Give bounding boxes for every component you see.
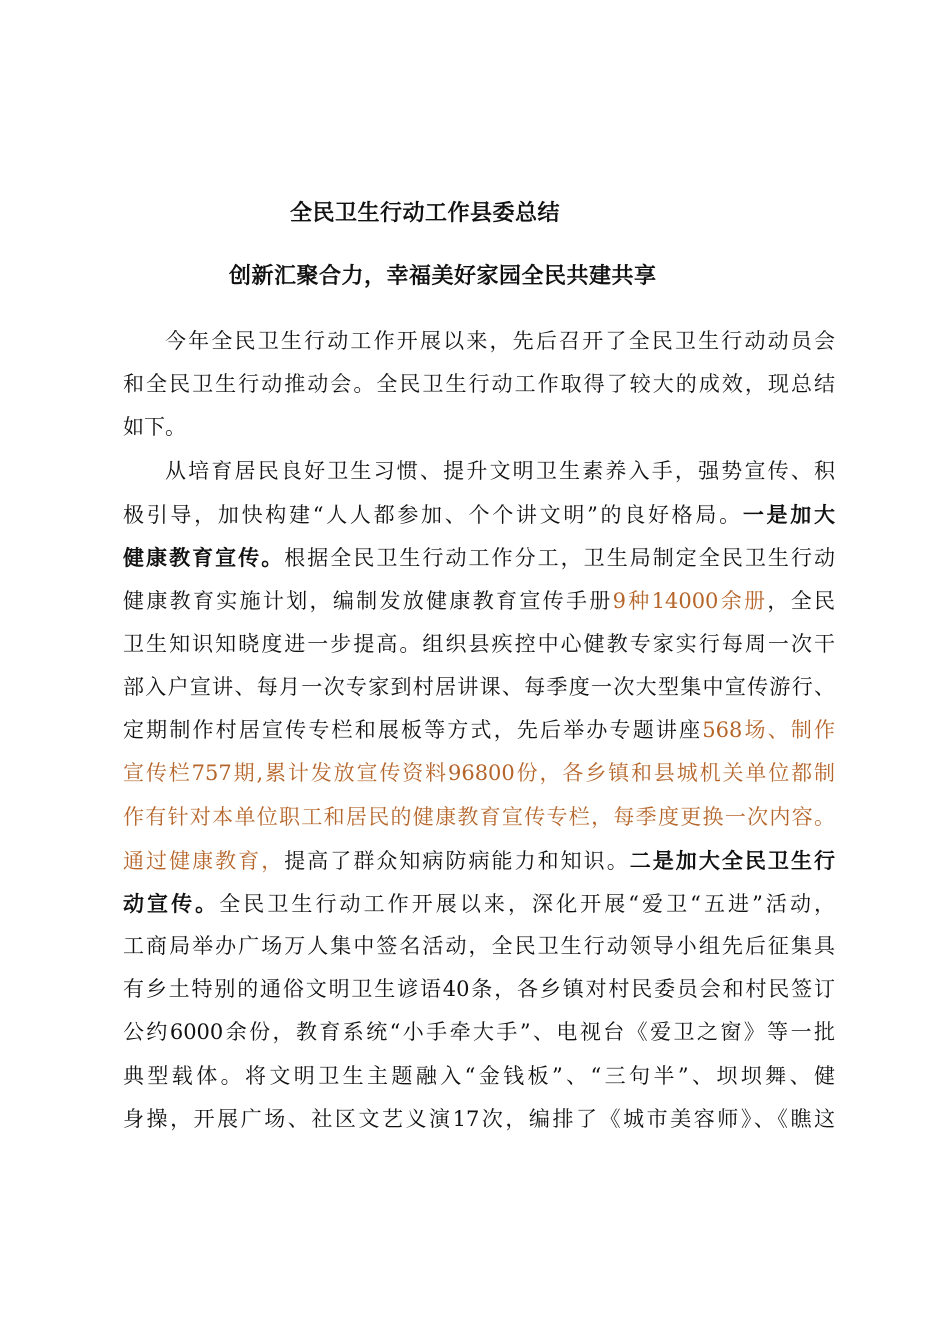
- text-run: 定期制作村居宣传专栏和展板等方式，先后举办专题讲座: [123, 718, 703, 743]
- text-run: 全民卫生行动工作开展以来，深化开展“爱卫“五进”活动，: [219, 891, 835, 916]
- text-line: [123, 882, 835, 925]
- text-line: 部入户宣讲、每月一次专家到村居讲课、每季度一次大型集中宣传游行、: [123, 674, 835, 699]
- text-run: 健康教育实施计划，编制发放健康教育宣传手册: [123, 588, 613, 613]
- text-run: 提高了群众知病防病能力和知识。: [284, 848, 630, 873]
- text-run: 极引导，加快构建“人人都参加、个个讲文明”的良好格局。: [123, 503, 743, 528]
- text-line: [123, 839, 835, 882]
- text-line: 如下。: [123, 415, 186, 440]
- highlight-line: 作有针对本单位职工和居民的健康教育宣传专栏，每季度更换一次内容。: [123, 804, 835, 829]
- highlight-run: 通过健康教育，: [123, 848, 285, 873]
- highlight-run: 9种14000余册: [612, 588, 768, 613]
- bold-heading-run: 动宣传。: [123, 890, 220, 916]
- text-line: 和全民卫生行动推动会。全民卫生行动工作取得了较大的成效，现总结: [123, 372, 835, 397]
- text-run: 根据全民卫生行动工作分工，卫生局制定全民卫生行动: [284, 546, 835, 571]
- text-line: 工商局举办广场万人集中签名活动，全民卫生行动领导小组先后征集具: [123, 934, 835, 959]
- text-line: 卫生知识知晓度进一步提高。组织县疾控中心健教专家实行每周一次干: [123, 631, 835, 656]
- bold-heading-run: 健康教育宣传。: [123, 545, 285, 571]
- document-subtitle: 创新汇聚合力，幸福美好家园全民共建共享: [229, 264, 657, 289]
- text-line: 有乡土特别的通俗文明卫生谚语40条，各乡镇对村民委员会和村民签订: [123, 977, 835, 1002]
- bold-heading-run: 二是加大全民卫生行: [629, 847, 836, 873]
- text-line: 典型载体。将文明卫生主题融入“金钱板”、“三句半”、坝坝舞、健: [123, 1063, 835, 1088]
- text-line: 身操，开展广场、社区文艺义演17次，编排了《城市美容师》、《瞧这: [123, 1106, 835, 1131]
- text-line: [123, 580, 835, 623]
- text-line: 公约6000余份，教育系统“小手牵大手”、电视台《爱卫之窗》等一批: [123, 1020, 835, 1045]
- highlight-line: 宣传栏757期,累计发放宣传资料96800份，各乡镇和县城机关单位都制: [123, 761, 835, 786]
- paragraph-health-education: [123, 450, 835, 1141]
- paragraph-intro: [123, 320, 835, 450]
- text-line: 今年全民卫生行动工作开展以来，先后召开了全民卫生行动动员会: [165, 329, 835, 353]
- document-title: 全民卫生行动工作县委总结: [290, 201, 561, 226]
- highlight-run: 568场、制作: [702, 718, 835, 743]
- text-line: [123, 536, 835, 579]
- text-line: [123, 709, 835, 752]
- text-run: ，全民: [767, 588, 836, 613]
- text-line: 从培育居民良好卫生习惯、提升文明卫生素养入手，强势宣传、积: [165, 459, 835, 483]
- text-line: [123, 493, 835, 536]
- bold-heading-run: 一是加大: [742, 502, 835, 528]
